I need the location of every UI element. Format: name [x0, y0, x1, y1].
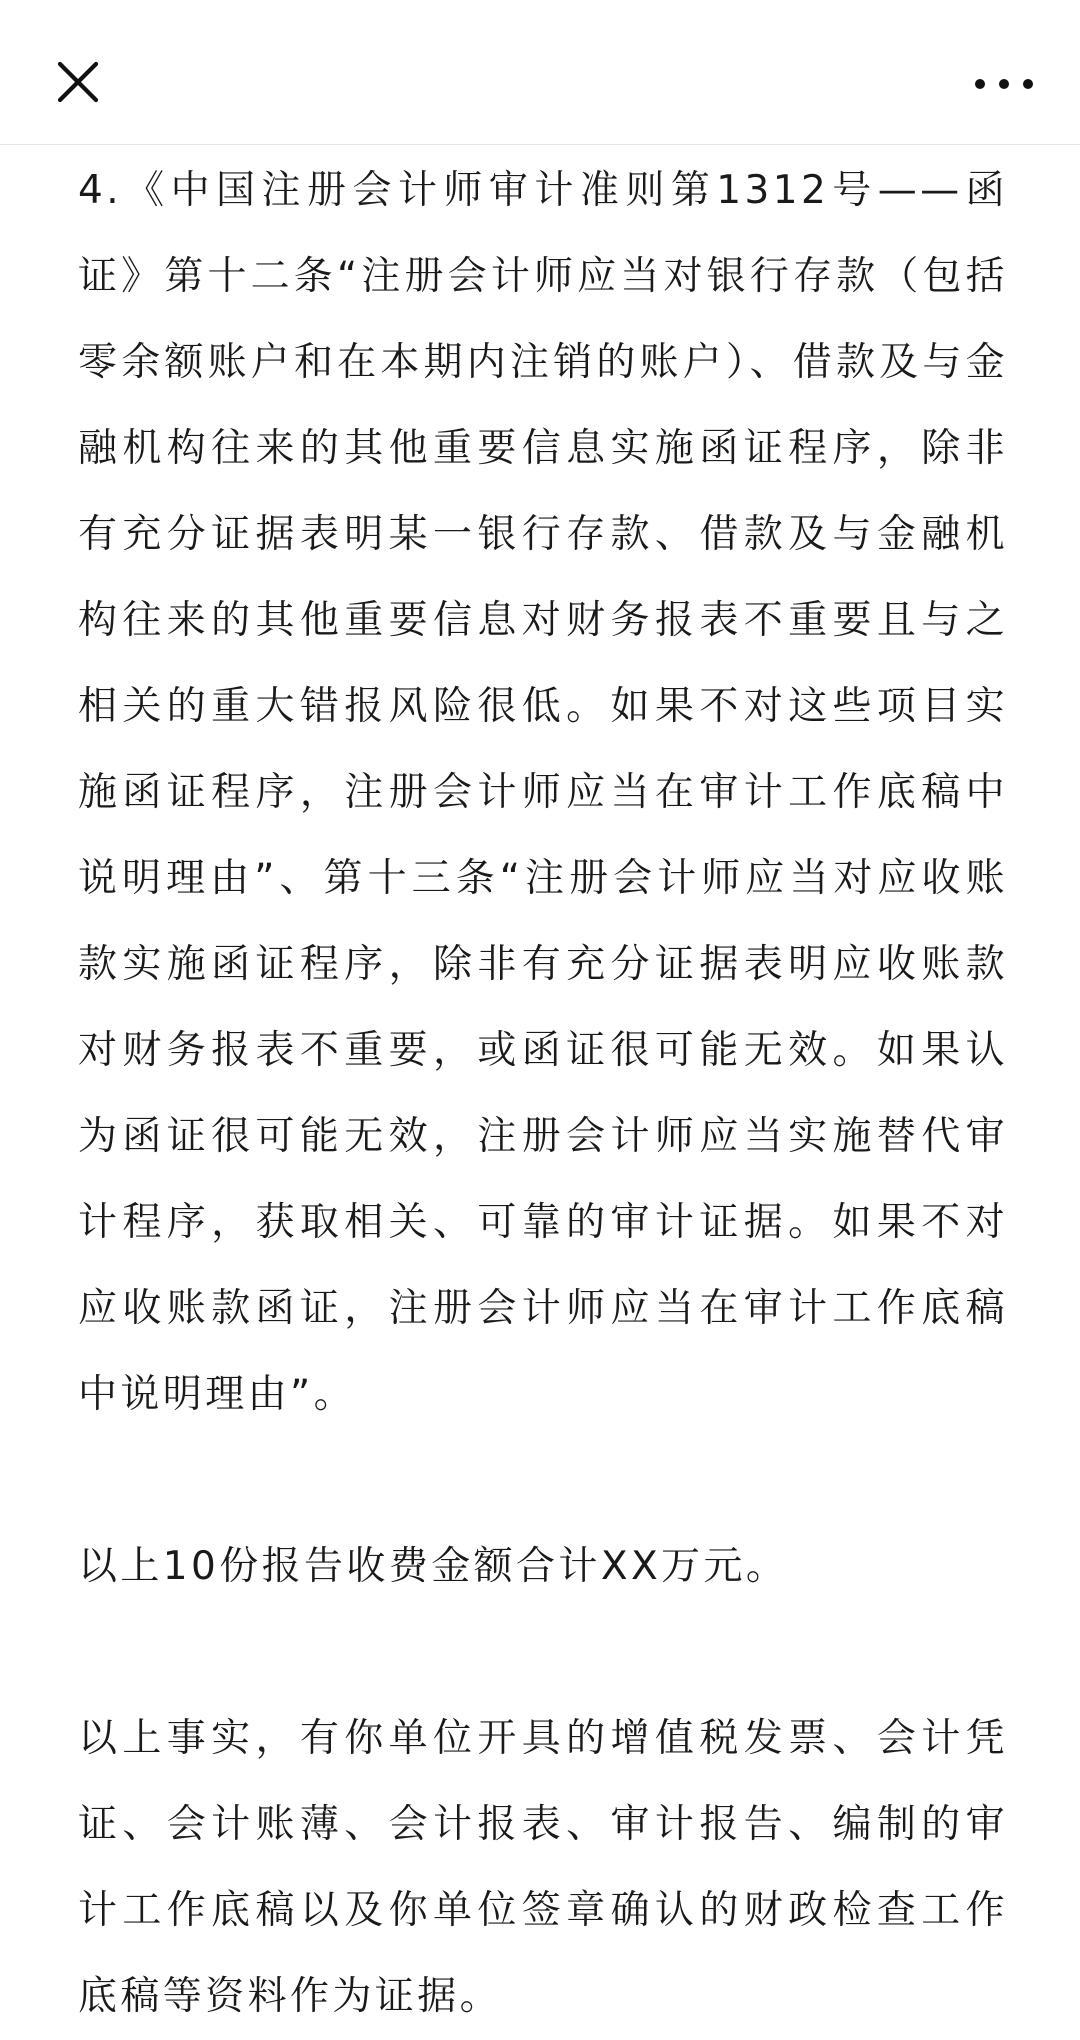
top-bar [0, 0, 1080, 145]
close-button[interactable] [40, 44, 116, 120]
paragraph-fee-total: 以上10份报告收费金额合计XX万元。 [78, 1544, 789, 1589]
more-options-button[interactable] [962, 60, 1046, 108]
article-body [78, 148, 1008, 2040]
more-dots-icon [962, 60, 1046, 108]
paragraph-standard-citation: 4.《中国注册会计师审计准则第1312号——函证》第十二条“注册会计师应当对银行存款（包括零余额账户和在本期内注销的账户）、借款及与金融机构往来的其他重要信息实施函证程序，除非有充分证据表明某一银行存款、借款及与金融机构往来的其他重要信息对财务报表不重要且与之相关的重大错报风险很低。如果不对这些项目实施函证程序，注册会计师应当在审计工作底稿中说明理由”、第十三条“注册会计师应当对应收账款实施函证程序，除非有充分证据表明应收账款对财务报表不重要，或函证很可能无效。如果认为函证很可能无效，注册会计师应当实施替代审计程序，获取相关、可靠的审计证据。如果不对应收账款函证，注册会计师应当在审计工作底稿中说明理由”。 [78, 168, 1008, 1417]
close-icon [40, 44, 116, 120]
paragraph-evidence: 以上事实，有你单位开具的增值税发票、会计凭证、会计账薄、会计报表、审计报告、编制的审计工作底稿以及你单位签章确认的财政检查工作底稿等资料作为证据。 [78, 1716, 1008, 2019]
